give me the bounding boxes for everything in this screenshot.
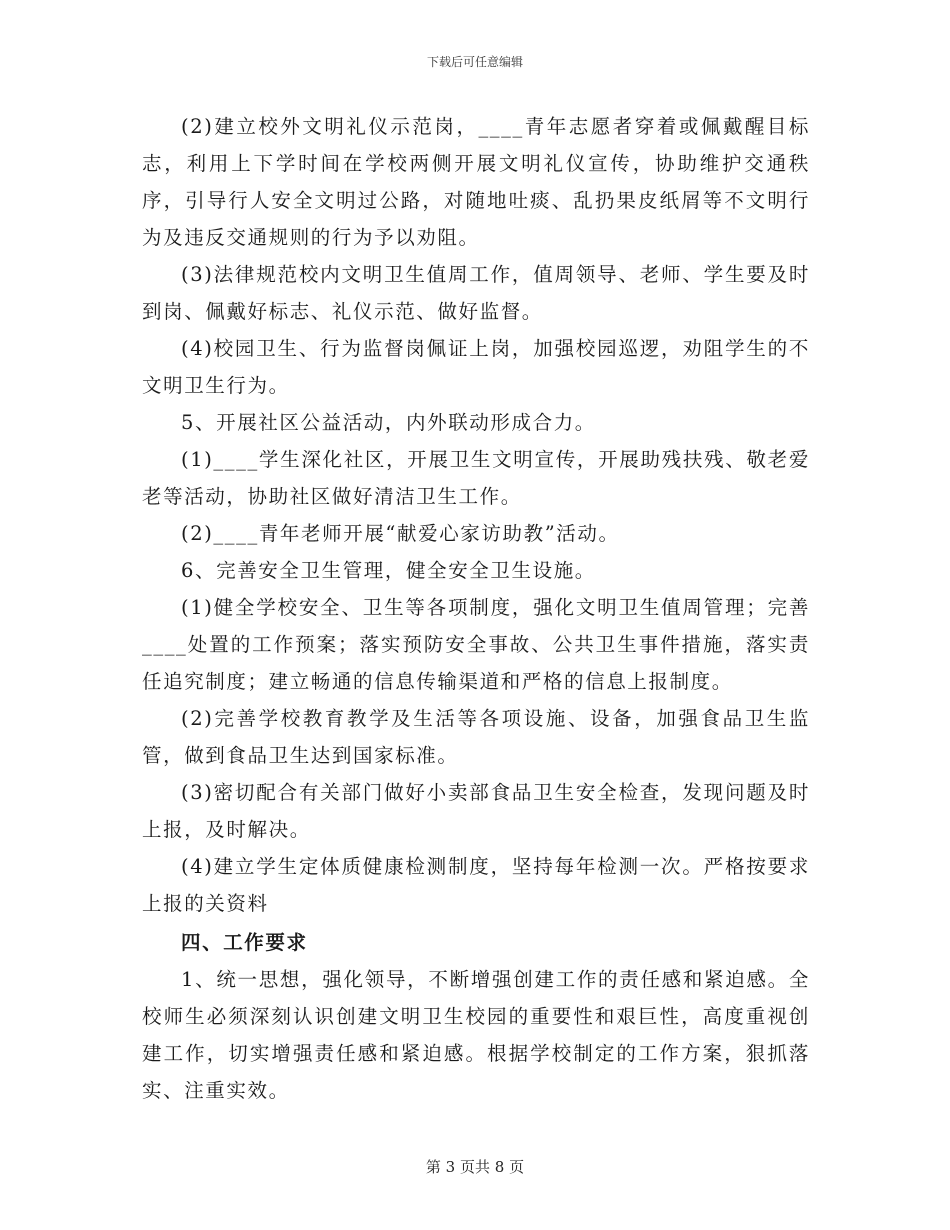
paragraph-supervision-post: (4)校园卫生、行为监督岗佩证上岗，加强校园巡逻，劝阻学生的不文明卫生行为。	[142, 337, 810, 397]
page-header-note: 下载后可任意编辑	[426, 55, 523, 69]
paragraph-unify-thinking: 1、统一思想，强化领导，不断增强创建工作的责任感和紧迫感。全校师生必须深刻认识创建文明卫生校园的重要性和艰巨性，高度重视创建工作，切实增强责任感和紧迫感。根据学校制定的工作方案，狠抓落实、注重实效。	[142, 968, 810, 1102]
paragraph-shop-inspection: (3)密切配合有关部门做好小卖部食品卫生安全检查，发现问题及时上报，及时解决。	[142, 781, 810, 841]
page-number-footer: 第 3 页共 8 页	[425, 1158, 525, 1176]
paragraph-external-etiquette-post: (2)建立校外文明礼仪示范岗，____青年志愿者穿着或佩戴醒目标志，利用上下学时间在学校两侧开展文明礼仪宣传，协助维护交通秩序，引导行人安全文明过公路，对随地吐痰、乱扔果皮纸屑等不文明行为及违反交通规则的行为予以劝阻。	[142, 115, 810, 249]
paragraph-health-testing: (4)建立学生定体质健康检测制度，坚持每年检测一次。严格按要求上报的关资料	[142, 855, 810, 915]
paragraph-safety-rules: (1)健全学校安全、卫生等各项制度，强化文明卫生值周管理；完善____处置的工作预案；落实预防安全事故、公共卫生事件措施，落实责任追究制度；建立畅通的信息传输渠道和严格的信息上报制度。	[142, 596, 810, 693]
paragraph-home-visit: (2)____青年老师开展“献爱心家访助教”活动。	[181, 522, 620, 545]
paragraph-community-volunteering: (1)____学生深化社区，开展卫生文明宣传，开展助残扶残、敬老爱老等活动，协助社区做好清洁卫生工作。	[142, 448, 810, 508]
paragraph-duty-week: (3)法律规范校内文明卫生值周工作，值周领导、老师、学生要及时到岗、佩戴好标志、礼仪示范、做好监督。	[142, 263, 810, 323]
document-body	[142, 108, 810, 1109]
section-heading-work-requirements: 四、工作要求	[181, 931, 308, 954]
paragraph-facilities: (2)完善学校教育教学及生活等各项设施、设备，加强食品卫生监管，做到食品卫生达到国家标准。	[142, 707, 810, 767]
paragraph-community-activities: 5、开展社区公益活动，内外联动形成合力。	[181, 411, 596, 434]
paragraph-safety-management: 6、完善安全卫生管理，健全安全卫生设施。	[181, 559, 596, 582]
